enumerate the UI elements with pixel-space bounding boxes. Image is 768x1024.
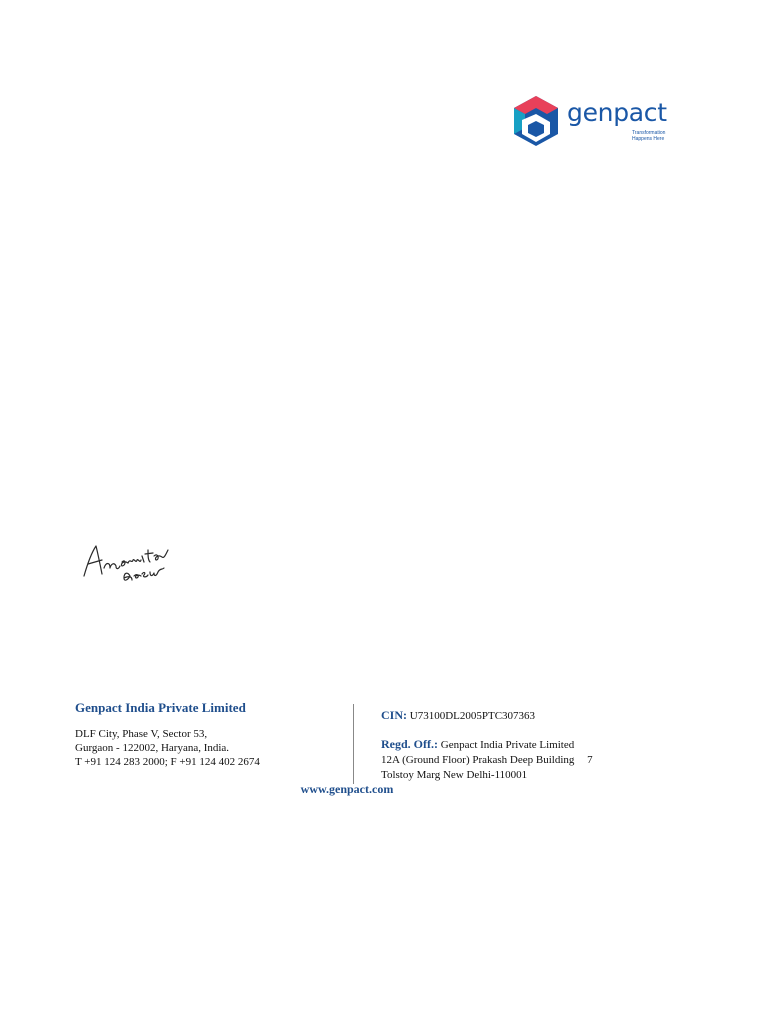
logo-tagline — [632, 130, 682, 142]
website-link[interactable]: www.genpact.com — [300, 782, 394, 796]
logo-wordmark: genpact — [567, 98, 667, 127]
footer-company-block — [75, 700, 345, 769]
signature-image — [78, 530, 188, 590]
logo-tagline-line2: Happens Here — [632, 136, 665, 142]
genpact-logo-icon — [510, 94, 562, 148]
handwritten-signature — [78, 530, 188, 595]
regd-office-line-1 — [381, 737, 651, 753]
logo-tagline-line1: Transformation — [632, 130, 666, 136]
cin-value: U73100DL2005PTC307363 — [409, 710, 536, 722]
address-line-3: T +91 124 283 2000; F +91 124 402 2674 — [75, 756, 260, 768]
footer-divider — [353, 704, 354, 784]
regd-office-label: Regd. Off.: — [381, 737, 438, 751]
regd-office-line-3: Tolstoy Marg New Delhi-110001 — [381, 769, 528, 781]
address-line-1: DLF City, Phase V, Sector 53, — [75, 728, 208, 740]
company-name: Genpact India Private Limited — [75, 700, 246, 715]
address-line-2: Gurgaon - 122002, Haryana, India. — [75, 742, 230, 754]
regd-office-building: 12A (Ground Floor) Prakash Deep Building — [381, 754, 575, 766]
cin-row — [381, 708, 651, 723]
cin-label: CIN: — [381, 708, 407, 722]
regd-office-line-2 — [381, 753, 651, 768]
regd-office-name: Genpact India Private Limited — [440, 739, 575, 751]
genpact-logo — [510, 94, 680, 148]
footer-registration-block — [381, 708, 651, 783]
regd-office-number: 7 — [587, 754, 593, 766]
